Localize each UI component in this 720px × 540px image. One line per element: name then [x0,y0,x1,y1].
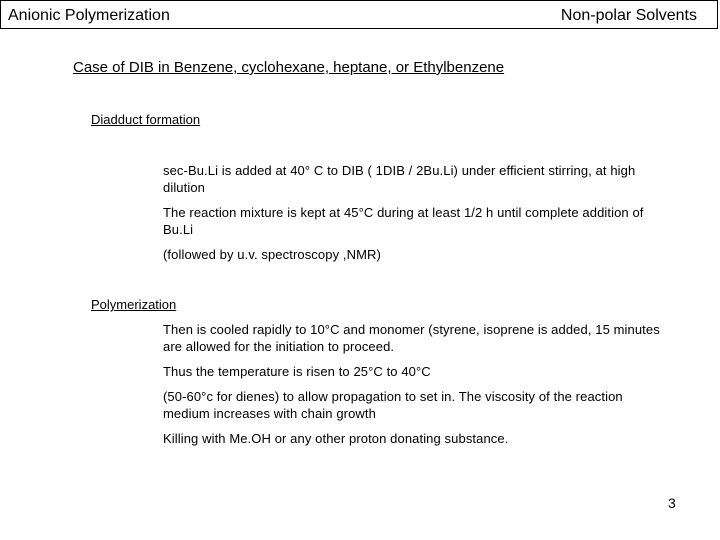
header-title-right: Non-polar Solvents [560,7,697,24]
paragraph-polymerization-2: Thus the temperature is risen to 25°C to 40°C [163,364,431,379]
section-heading-diadduct: Diadduct formation [91,112,201,127]
page-number: 3 [668,495,676,511]
paragraph-polymerization-1: Then is cooled rapidly to 10°C and monomer (styrene, isoprene is added, 15 minutes are allowed for the initiation to proceed. [163,322,660,354]
header-title-left: Anionic Polymerization [8,7,170,24]
slide-subtitle: Case of DIB in Benzene, cyclohexane, heptane, or Ethylbenzene [73,59,505,76]
section-heading-polymerization: Polymerization [91,297,177,312]
slide-header [0,0,718,29]
paragraph-diadduct-3: (followed by u.v. spectroscopy ,NMR) [163,247,381,262]
paragraph-diadduct-2: The reaction mixture is kept at 45°C during at least 1/2 h until complete addition of Bu.Li [163,205,644,237]
paragraph-diadduct-1: sec-Bu.Li is added at 40° C to DIB ( 1DIB / 2Bu.Li) under efficient stirring, at high dilution [163,163,636,195]
paragraph-polymerization-4: Killing with Me.OH or any other proton donating substance. [163,431,509,446]
paragraph-polymerization-3: (50-60°c for dienes) to allow propagation to set in. The viscosity of the reaction medium increases with chain growth [163,389,623,421]
